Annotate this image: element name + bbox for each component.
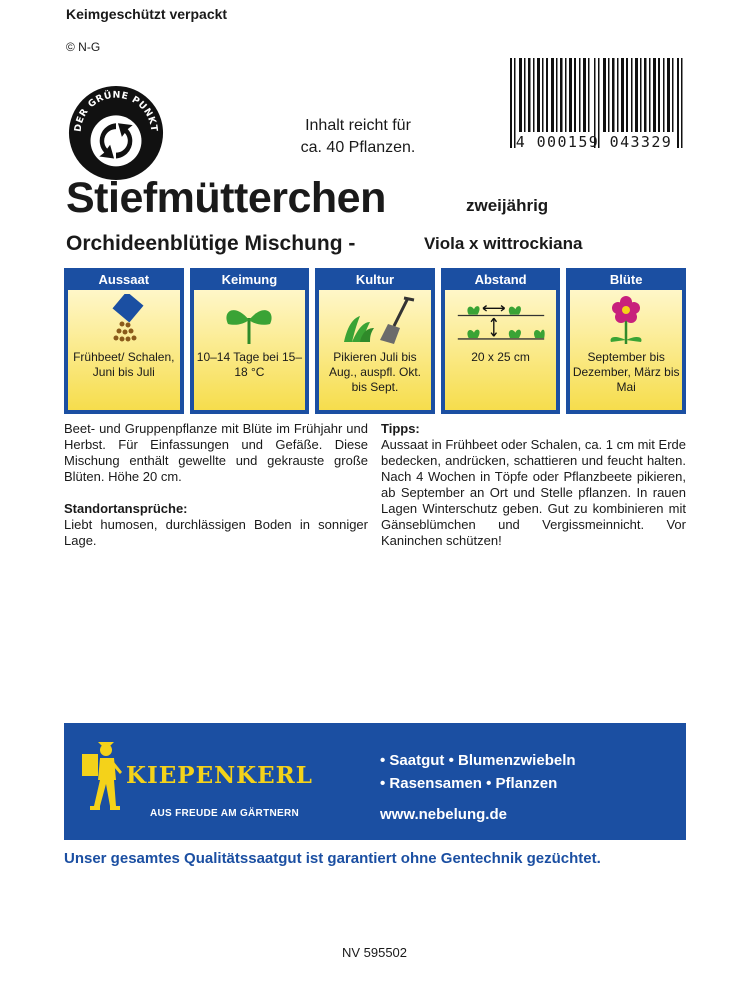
brand-website: www.nebelung.de (380, 806, 507, 823)
spacing-icon (456, 294, 546, 346)
packaging-note: Keimgeschützt verpackt (66, 6, 228, 22)
latin-name: Viola x wittrockiana (424, 234, 583, 253)
info-box-abstand (441, 268, 561, 414)
contents-line-1: Inhalt reicht für (305, 117, 411, 134)
description-text: Beet- und Gruppenpflanze mit Blüte im Frühjahr und Herbst. Für Einfassungen und Gefäße. Diese Mischung enthält gewellte und gekrauste große Blüten. Höhe 20 cm. (64, 421, 368, 484)
barcode-number: 4 000159 043329 (515, 133, 673, 151)
info-box-text: Pikieren Juli bis Aug., auspfl. Okt. bis Sept. (328, 350, 421, 394)
gmo-free-guarantee: Unser gesamtes Qualitätssaatgut ist garantiert ohne Gentechnik gezüchtet. (64, 850, 601, 867)
info-box-bluete (566, 268, 686, 414)
info-box-text: Frühbeet/ Schalen, Juni bis Juli (73, 350, 175, 379)
info-box-text: 10–14 Tage bei 15–18 °C (196, 350, 302, 379)
article-number: NV 595502 (341, 945, 408, 960)
product-title: Stiefmütterchen (66, 174, 386, 222)
brand-tagline: AUS FREUDE AM GÄRTNERN (150, 808, 300, 819)
info-box-row (64, 268, 686, 414)
location-text: Liebt humosen, durchlässigen Boden in sonniger Lage. (64, 517, 368, 548)
tips-heading: Tipps: (381, 421, 420, 436)
brand-products-line-1: • Saatgut • Blumenzwiebeln (380, 752, 576, 769)
info-box-label: Blüte (609, 272, 643, 287)
spade-icon (330, 294, 420, 346)
copyright: © N-G (66, 40, 101, 54)
info-box-keimung (190, 268, 310, 414)
seed-bag-icon (79, 294, 169, 346)
seedling-icon (204, 294, 294, 346)
info-box-label: Abstand (474, 272, 527, 287)
info-box-label: Keimung (221, 272, 278, 287)
flower-icon (581, 294, 671, 346)
kiepenkerl-logo: KIEPENKERL (126, 762, 313, 789)
info-box-text: 20 x 25 cm (471, 350, 530, 364)
contents-note (258, 115, 458, 159)
info-box-text: September bis Dezember, März bis Mai (572, 350, 680, 394)
tips-text: Aussaat in Frühbeet oder Schalen, ca. 1 cm mit Erde bedecken, andrücken, schattieren und feucht halten. Nach 4 Wochen in Töpfe oder Pflanzbeete pikieren, ab September an Ort und Stelle pflanzen. In rauen Lagen Winterschutz geben. Gut zu kombinieren mit Gänseblümchen und Vergissmeinnicht. Vor Kaninchen schützen! (381, 437, 686, 548)
product-subtitle: Orchideenblütige Mischung - (66, 232, 356, 255)
contents-line-2: ca. 40 Pflanzen. (300, 139, 416, 156)
info-box-aussaat (64, 268, 184, 414)
kiepenkerl-mascot-icon (80, 740, 125, 812)
info-box-label: Kultur (355, 272, 395, 287)
gruener-punkt-logo (67, 84, 165, 182)
brand-products-line-2: • Rasensamen • Pflanzen (380, 775, 558, 792)
gruener-punkt-text: DER GRÜNE PUNKT (72, 89, 160, 133)
product-title-suffix: zweijährig (466, 196, 549, 215)
location-heading: Standortansprüche: (64, 501, 188, 516)
info-box-label: Aussaat (98, 272, 150, 287)
info-box-kultur (315, 268, 435, 414)
